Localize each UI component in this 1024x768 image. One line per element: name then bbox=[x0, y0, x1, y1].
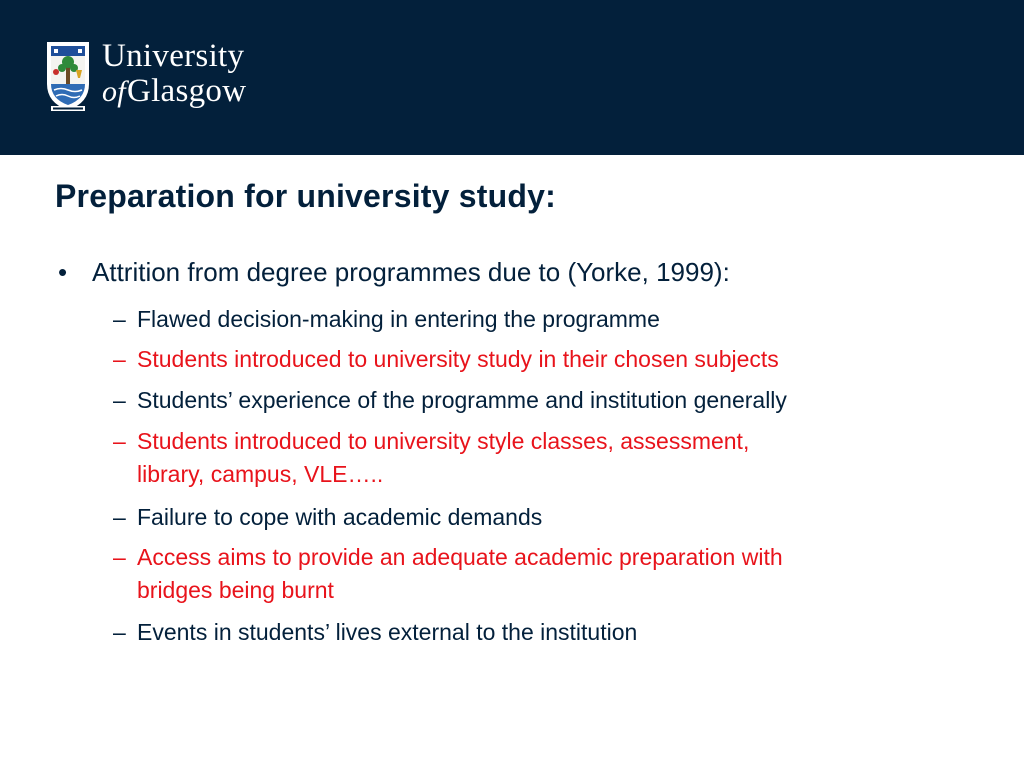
main-bullet-text: Attrition from degree programmes due to (Yorke, 1999): bbox=[92, 257, 730, 287]
wordmark-line-glasgow bbox=[102, 75, 246, 108]
sub-bullet-text: Access aims to provide an adequate academic preparation with bridges being burnt bbox=[137, 544, 783, 603]
header-bar bbox=[0, 0, 1024, 155]
dash-marker: – bbox=[113, 619, 126, 645]
bullet-marker: • bbox=[58, 257, 68, 287]
dash-marker: – bbox=[113, 504, 126, 530]
sub-bullet-text: Students introduced to university style classes, assessment, library, campus, VLE….. bbox=[137, 428, 750, 487]
slide-title: Preparation for university study: bbox=[55, 178, 556, 214]
university-crest-icon bbox=[45, 40, 91, 112]
dash-marker: – bbox=[113, 428, 126, 454]
sub-bullet-text: Students’ experience of the programme and institution generally bbox=[137, 387, 787, 413]
sub-bullet-text: Students introduced to university study in their chosen subjects bbox=[137, 346, 779, 372]
university-wordmark bbox=[102, 40, 246, 108]
sub-bullet-text: Events in students’ lives external to the institution bbox=[137, 619, 638, 645]
dash-marker: – bbox=[113, 346, 126, 372]
wordmark-of: of bbox=[102, 75, 126, 108]
dash-marker: – bbox=[113, 306, 126, 332]
sub-bullet-text: Failure to cope with academic demands bbox=[137, 504, 543, 530]
dash-marker: – bbox=[113, 387, 126, 413]
wordmark-line-university: University bbox=[102, 38, 245, 74]
wordmark-glasgow: Glasgow bbox=[126, 73, 247, 109]
dash-marker: – bbox=[113, 544, 126, 570]
sub-bullet-text: Flawed decision-making in entering the programme bbox=[137, 306, 660, 332]
